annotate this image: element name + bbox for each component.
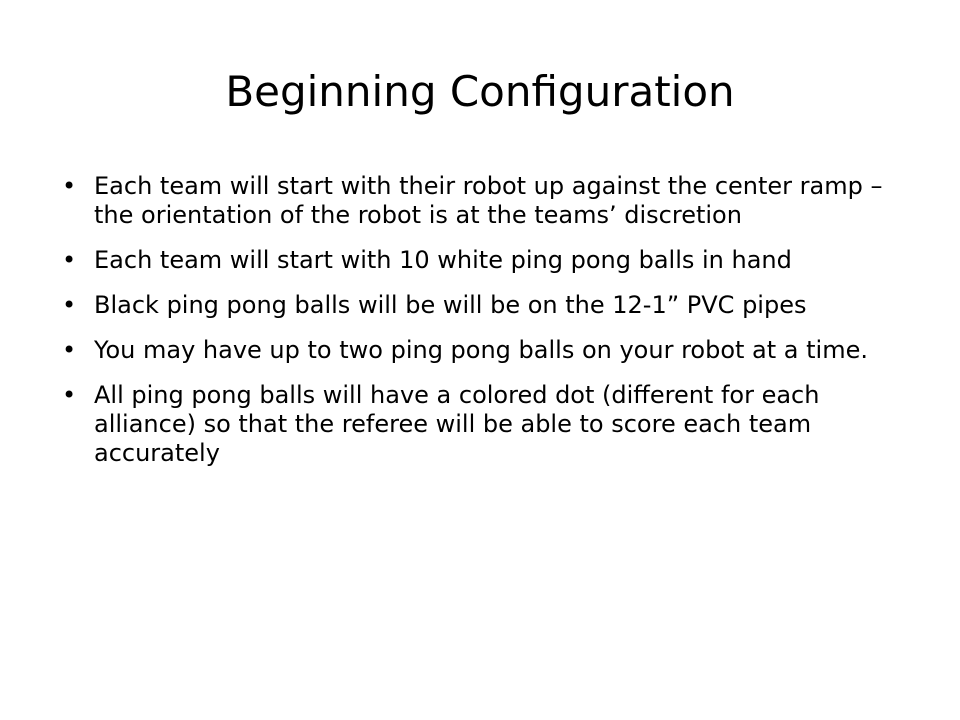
- bullet-text: All ping pong balls will have a colored dot (different for each alliance) so that the referee will be able to score each team accurately: [94, 381, 820, 467]
- bullet-text: You may have up to two ping pong balls on your robot at a time.: [94, 336, 868, 364]
- bullet-list: [62, 172, 912, 484]
- bullet-item: [62, 381, 912, 468]
- bullet-marker: •: [62, 172, 77, 200]
- bullet-item: [62, 291, 912, 320]
- bullet-text: Each team will start with 10 white ping pong balls in hand: [94, 246, 792, 274]
- bullet-item: [62, 336, 912, 365]
- bullet-marker: •: [62, 336, 77, 364]
- bullet-marker: •: [62, 381, 77, 409]
- bullet-item: [62, 172, 912, 230]
- bullet-item: [62, 246, 912, 275]
- bullet-text: Black ping pong balls will be will be on the 12-1” PVC pipes: [94, 291, 807, 319]
- slide-title: Beginning Configuration: [225, 67, 735, 116]
- bullet-marker: •: [62, 246, 77, 274]
- bullet-marker: •: [62, 291, 77, 319]
- bullet-text: Each team will start with their robot up against the center ramp – the orientation of the robot is at the teams’ discretion: [94, 172, 883, 229]
